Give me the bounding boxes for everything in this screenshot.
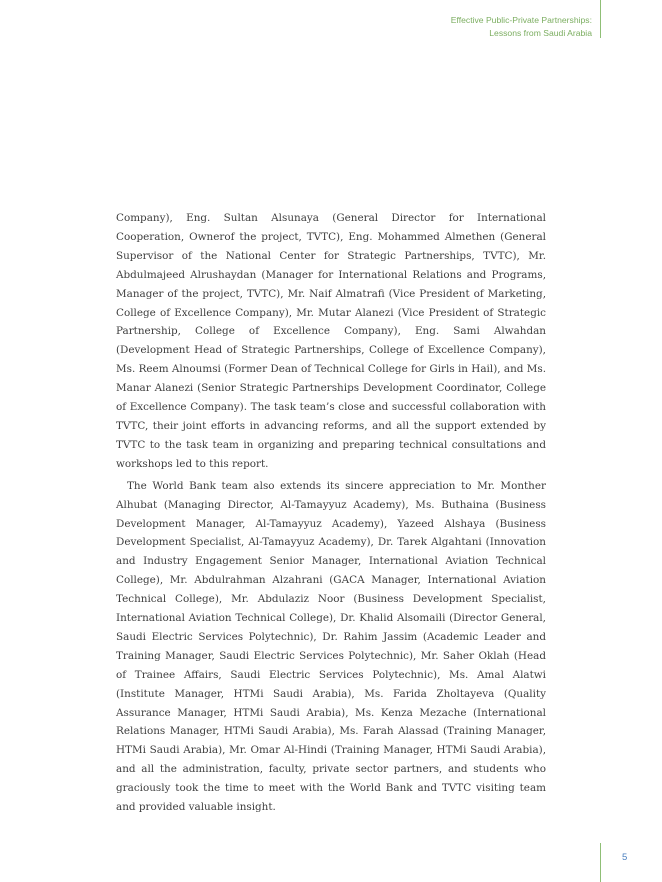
page-number: 5 <box>622 852 628 863</box>
running-header-subtitle: Lessons from Saudi Arabia <box>489 28 592 38</box>
footer-rule <box>600 843 601 882</box>
header-rule <box>600 0 601 38</box>
body-text <box>116 209 546 817</box>
running-header <box>451 14 592 40</box>
paragraph: Company), Eng. Sultan Alsunaya (General Director for International Cooperation, Ownerof the project, TVTC), Eng. Mohammed Almethen (General Supervisor of the National Center for Strategic Partnerships, TVTC), Mr. Abdulmajeed Alrushaydan (Manager for International Relations and Programs, Manager of the project, TVTC), Mr. Naif Almatrafi (Vice President of Marketing, College of Excellence Company), Mr. Mutar Alanezi (Vice President of Strategic Partnership, College of Excellence Company), Eng. Sami Alwahdan (Development Head of Strategic Partnerships, College of Excellence Company), Ms. Reem Alnoumsi (Former Dean of Technical College for Girls in Hail), and Ms. Manar Alanezi (Senior Strategic Partnerships Development Coordinator, College of Excellence Company). The task team’s close and successful collaboration with TVTC, their joint efforts in advancing reforms, and all the support extended by TVTC to the task team in organizing and preparing technical consultations and workshops led to this report. <box>116 212 546 470</box>
running-header-title: Effective Public-Private Partnerships: <box>450 15 592 25</box>
paragraph: The World Bank team also extends its sincere appreciation to Mr. Monther Alhubat (Managing Director, Al-Tamayyuz Academy), Ms. Buthaina (Business Development Manager, Al-Tamayyuz Academy), Yazeed Alshaya (Business Development Specialist, Al-Tamayyuz Academy), Dr. Tarek Algahtani (Innovation and Industry Engagement Senior Manager, International Aviation Technical College), Mr. Abdulrahman Alzahrani (GACA Manager, International Aviation Technical College), Mr. Abdulaziz Noor (Business Development Specialist, International Aviation Technical College), Dr. Khalid Alsomaili (Director General, Saudi Electric Services Polytechnic), Dr. Rahim Jassim (Academic Leader and Training Manager, Saudi Electric Services Polytechnic), Mr. Saher Oklah (Head of Trainee Affairs, Saudi Electric Services Polytechnic), Ms. Amal Alatwi (Institute Manager, HTMi Saudi Arabia), Ms. Farida Zholtayeva (Quality Assurance Manager, HTMi Saudi Arabia), Ms. Kenza Mezache (International Relations Manager, HTMi Saudi Arabia), Ms. Farah Alassad (Training Manager, HTMi Saudi Arabia), Mr. Omar Al-Hindi (Training Manager, HTMi Saudi Arabia), and all the administration, faculty, private sector partners, and students who graciously took the time to meet with the World Bank and TVTC visiting team and provided valuable insight. <box>116 479 546 814</box>
